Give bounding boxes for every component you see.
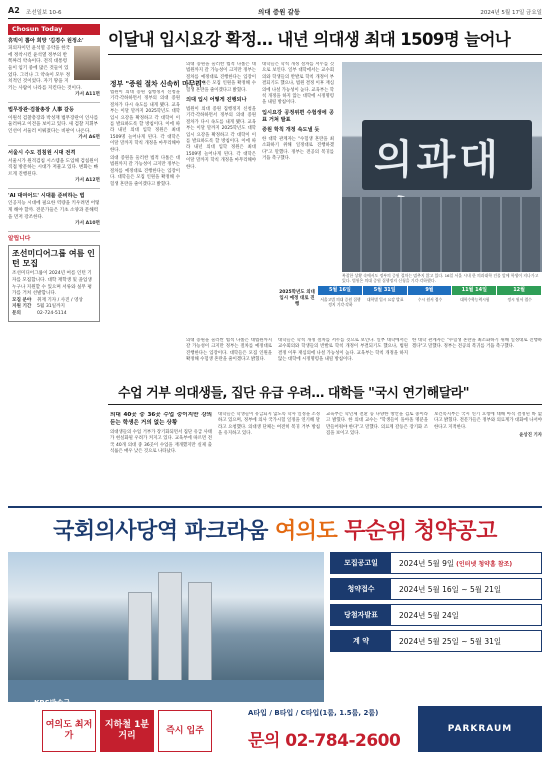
brief-2-title[interactable]: 법무장관·검찰총장 人事 갈등 — [8, 106, 75, 113]
schedule-row — [330, 578, 542, 600]
ad-feature-move-in: 즉시 입주 — [158, 710, 212, 752]
ad-tower — [158, 572, 182, 682]
photo-sign: 의과대 — [362, 120, 532, 190]
page-number: A2 — [8, 6, 20, 15]
article1-col3-text: 대학들은 학칙 개정 절차를 서두를 것으로 보인다. 일부 대학에서는 교수회의와 학생들의 반발로 학칙 개정이 부결되기도 했으나, 법원 결정 이후 재심의에 나설 가능성이 높다. 교육부는 학칙 개정을 하지 않는 대학에 시정명령을 내릴 방침이다. — [262, 62, 334, 106]
ad-headline-a: 국회의사당역 파크라움 — [53, 519, 275, 544]
article2-col1 — [110, 412, 212, 500]
schedule-value: 2024년 5월 25일 ~ 5월 31일 — [399, 636, 502, 646]
brief-2-ref: 가서 A6면 — [78, 135, 100, 141]
ad-tower — [128, 592, 152, 682]
timeline-desc: 대학수학능력시험 — [460, 297, 490, 302]
brief-3 — [8, 150, 100, 189]
article1-col5-text: 한 대학 관계자는 "수험생 혼란을 최소화하기 위해 일정대로 진행하겠다"고 말했다. 정부는 전공의 복귀를 거듭 촉구했다. — [412, 338, 542, 350]
article1-col2-text-b: 법원이 의대 증원 집행정지 신청을 기각·각하하면서 정부의 의대 증원 절차가 다시 속도를 내게 됐다. 교육부는 이달 말까지 2025학년도 대학 입시 요강을 확정하고 각 대학이 이를 발표하도록 할 방침이다. 이에 따라 내년 의대 입학 정원은 최대 1509명 늘어나게 된다. 각 대학은 이달 말까지 학칙 개정을 마무리해야 한다. — [186, 107, 256, 170]
schedule-label: 당첨자발표 — [331, 605, 391, 625]
ad-aerial-photo — [8, 552, 324, 702]
notice-key: 지원 기간 — [12, 304, 32, 310]
ad-schedule — [330, 552, 542, 656]
brief-4 — [8, 193, 100, 232]
timeline-item — [408, 286, 453, 309]
article2-col1-text: 의대생들의 수업 거부가 장기화되면서 집단 유급 사태가 현실화될 우려가 커지고 있다. 교육부에 따르면 전국 40개 의대 중 36곳이 수업을 재개했지만 실제 출석률은 매우 낮은 것으로 나타났다. — [110, 430, 212, 455]
timeline-desc: 대학별 입시 요강 발표 — [366, 297, 404, 302]
timeline-item — [497, 286, 542, 309]
schedule-value: 2024년 5월 16일 ~ 5월 21일 — [399, 584, 502, 594]
notice-box — [8, 245, 100, 321]
timeline-desc: 수시 원서 접수 — [417, 297, 443, 302]
article2-col3 — [326, 412, 428, 500]
ad-headline-b: 여의도 — [274, 519, 338, 544]
ad-feature-lowest-price: 여의도 최저가 — [42, 710, 96, 752]
schedule-row — [330, 630, 542, 652]
article1-col3 — [262, 62, 334, 282]
notice-key: 모집 분야 — [12, 297, 32, 303]
brief-4-ref: 가서 A10면 — [75, 221, 100, 227]
main-headline[interactable]: 이달내 입시요강 확정… 내년 의대생 최대 1509명 늘어나 — [108, 30, 511, 49]
notice-tag: 알립니다 — [8, 235, 31, 242]
timeline-item — [318, 286, 363, 309]
timeline-date: 5월 16일 — [318, 286, 362, 295]
issue-date: 2024년 5월 17일 금요일 — [480, 10, 542, 16]
article1-col2-text: 의대 증원을 둘러싼 법적 다툼은 대법원까지 갈 가능성이 크지만 정부는 절차를 예정대로 진행한다는 입장이다. 대학들은 모집 인원을 확정해 수험생 혼란을 줄이겠다고 밝혔다. — [186, 62, 256, 93]
second-headline[interactable]: 수업 거부 의대생들, 집단 유급 우려… 대학들 "국시 연기해달라" — [118, 386, 470, 401]
timeline-date: 9월 — [408, 286, 452, 295]
schedule-label: 청약접수 — [331, 579, 391, 599]
brief-1-photo — [74, 46, 100, 80]
article1-col4 — [278, 338, 408, 374]
university-sign-photo — [342, 62, 542, 272]
article1-col6 — [186, 338, 272, 374]
brief-1 — [8, 38, 100, 103]
brief-3-text: 서울시가 원격검침 시스템을 도입해 검침원이 직접 방문하는 시대가 저물고 있다. 변화는 빠르게 진행된다. — [8, 158, 99, 177]
ad-headline-c: 무순위 청약공고 — [337, 519, 497, 544]
notice-title[interactable]: 조선미디어그룹 여름 인턴 모집 — [12, 249, 95, 269]
ad-bottom-strip — [8, 706, 542, 752]
ad-kbs-label: KBS방송국 — [34, 699, 71, 707]
timeline-item — [452, 286, 497, 309]
timeline-item — [363, 286, 408, 309]
notice-value: 취재 기자 / 사진 / 영상 — [37, 297, 83, 303]
timeline-date: 12월 — [497, 286, 541, 295]
notice-row — [12, 311, 96, 318]
article2-col3-text: 교육부는 학년제 전환 등 다양한 방안을 검토 중이라고 밝혔다. 한 의대 교수는 "학생들이 돌아올 명분을 만들어줘야 한다"고 말했다. 의료계 갈등은 장기화 조짐을 보이고 있다. — [326, 412, 428, 437]
schedule-value: 2024년 5월 9일 (인터넷 청약홈 참조) — [399, 558, 513, 568]
apartment-advertisement[interactable] — [8, 506, 542, 752]
headline-rule — [108, 54, 542, 55]
brief-4-text: 인공지능 시대에 필요한 역량을 키우려면 어떻게 해야 할까. 전문가들은 기초 소양과 문해력을 먼저 강조한다. — [8, 201, 100, 220]
ad-phone-number[interactable]: 문의 02-784-2600 — [248, 731, 401, 751]
brief-1-title[interactable]: 휴빅이 뽑아 희망 '김경수 원정소' — [8, 37, 84, 44]
notice-row — [12, 304, 96, 311]
brief-4-title[interactable]: 'AI 대여어드' 시대를 준비하는 법 — [8, 192, 85, 199]
schedule-row — [330, 604, 542, 626]
article2-col2-text: 대학들은 학생들이 유급되지 않도록 학사 일정을 조정하고 있으며, 정부에 의사 국가시험 일정을 연기해 달라고 요청했다. 의대생 단체는 여전히 복귀 거부 방침을 유지하고 있다. — [218, 412, 320, 437]
timeline-lead: 2025학년도 의대 입시 예정 대로 진행 — [279, 290, 315, 307]
article2-subhead: 의대 40곳 중 36곳 수업 중이지만 강의 듣는 학생은 거의 없는 상황 — [110, 412, 212, 426]
brief-3-title[interactable]: 서울시 수도 검침원 시대 전격 — [8, 149, 76, 156]
timeline-date: 11월 14일 — [452, 286, 496, 295]
brief-3-ref: 가서 A12면 — [75, 178, 100, 184]
timeline-desc: 정시 원서 접수 — [507, 297, 532, 302]
article1-col4-text: 대학들은 학칙 개정 절차를 서두를 것으로 보인다. 일부 대학에서는 교수회의와 학생들의 반발로 학칙 개정이 부결되기도 했으나, 법원 결정 이후 재심의에 나설 가능성이 높다. 교육부는 학칙 개정을 하지 않는 대학에 시정명령을 내릴 방침이다. — [278, 338, 408, 363]
brief-1-text: 피의자이던 윤석열 공약을 한국에 정착시킨 윤석열 정부의 반쪽짜리 약속이다. 전직 대통령들이 임기 중에 많은 것들이 있었다. 그러나 그 약속이 모두 정치적인 것이었다. 자기 땅을 지키는 사람이 나라를 지킨다는 것이다. — [8, 46, 82, 91]
ad-feature-subway: 지하철 1분거리 — [100, 710, 154, 752]
paper-edition: 조선일보 10-6 — [26, 10, 62, 16]
brief-1-ref: 가서 A11면 — [75, 92, 100, 98]
notice-table — [12, 298, 96, 318]
timeline-row — [318, 286, 542, 309]
article1-col5 — [412, 338, 542, 374]
section-title: 의대 증원 갈등 — [258, 8, 301, 16]
left-column — [8, 24, 100, 494]
schedule-value: 2024년 5월 24일 — [399, 610, 459, 620]
ad-headline — [8, 514, 542, 545]
timeline-desc: 서울고법 의대 증원 집행정지 기각·각하 — [320, 297, 361, 308]
second-headline-rule — [108, 404, 542, 405]
ad-brand-logo: PARKRAUM — [418, 706, 542, 752]
ad-tower — [188, 582, 212, 682]
brief-2-text: 이원석 검찰총장과 박성재 법무장관이 인사를 둘러싸고 이견을 보이고 있다. 새 검찰 지휘부 인선이 서둘러 이뤄졌다는 비판이 나온다. — [8, 115, 99, 134]
article1-col1-text: 법원이 의대 증원 집행정지 신청을 기각·각하하면서 정부의 의대 증원 절차가 다시 속도를 내게 됐다. 교육부는 이달 말까지 2025학년도 대학 입시 요강을 확정하고 각 대학이 이를 발표하도록 할 방침이다. 이에 따라 내년 의대 입학 정원은 최대 1509명 늘어나게 된다. 각 대학은 이달 말까지 학칙 개정을 마무리해야 한다. — [110, 90, 180, 153]
article1-col1-text-b: 의대 증원을 둘러싼 법적 다툼은 대법원까지 갈 가능성이 크지만 정부는 절차를 예정대로 진행한다는 입장이다. 대학들은 모집 인원을 확정해 수험생 혼란을 줄이겠다고 밝혔다. — [110, 156, 180, 187]
schedule-row — [330, 552, 542, 574]
notice-text: 조선미디어그룹이 2024년 여름 인턴 기자를 모집합니다. 대학 재학생 및 졸업생 누구나 지원할 수 있으며 서류와 실무 평가를 거쳐 선발합니다. — [12, 271, 92, 297]
schedule-label: 계 약 — [331, 631, 391, 651]
article1-midsub-2: 입시요강 공정위편 수험생에 공표 거쳐 발표 — [262, 109, 334, 123]
article1-midsub-1: 의대 입시 어떻게 진행되나 — [186, 97, 247, 104]
chosun-today-tag: Chosun Today — [8, 24, 100, 35]
page-header — [8, 6, 542, 19]
schedule-label: 모집공고일 — [331, 553, 391, 573]
photo-caption: 복잡한 상황 속에서도 정부의 증원 절차는 멈추지 않고 있다. 16일 서울 시내 한 의과대학 건물 앞에 학생이 지나가고 있다. 법원은 의대 증원 집행정지 신청을 기각·각하했다. — [342, 273, 539, 284]
ad-unit-types: A타입 / B타입 / C타입(1룸, 1.5룸, 2룸) — [248, 709, 379, 717]
article1-col2 — [186, 62, 256, 330]
article2-byline: 윤상진 기자 — [519, 433, 542, 439]
notice-key: 문의 — [12, 311, 21, 316]
brief-2 — [8, 107, 100, 146]
article2-col4-text: 보건복지부는 국시 연기 요청에 대해 아직 결정된 바 없다고 밝혔다. 전문가들은 정부와 의료계가 대화에 나서야 한다고 지적한다. — [434, 412, 542, 430]
article1-midsub-3: 증원 학칙 개정 속도낼 듯 — [262, 126, 320, 133]
notice-value: 02-724-5114 — [37, 311, 67, 316]
article1-col6-text: 의대 증원을 둘러싼 법적 다툼은 대법원까지 갈 가능성이 크지만 정부는 절차를 예정대로 진행한다는 입장이다. 대학들은 모집 인원을 확정해 수험생 혼란을 줄이겠다고 밝혔다. — [186, 338, 272, 363]
notice-value: 5월 31일까지 — [37, 304, 65, 310]
article1-col3-text-b: 한 대학 관계자는 "수험생 혼란을 최소화하기 위해 일정대로 진행하겠다"고 말했다. 정부는 전공의 복귀를 거듭 촉구했다. — [262, 136, 334, 162]
article2-col4 — [434, 412, 542, 500]
article1-col1 — [110, 90, 180, 330]
timeline-date: 5월 31일 — [363, 286, 407, 295]
article1-subhead: 정부 "증원 절차 신속히 마무리" — [110, 80, 206, 88]
admission-timeline — [278, 286, 542, 336]
photo-facade — [342, 197, 542, 272]
article2-col2 — [218, 412, 320, 500]
